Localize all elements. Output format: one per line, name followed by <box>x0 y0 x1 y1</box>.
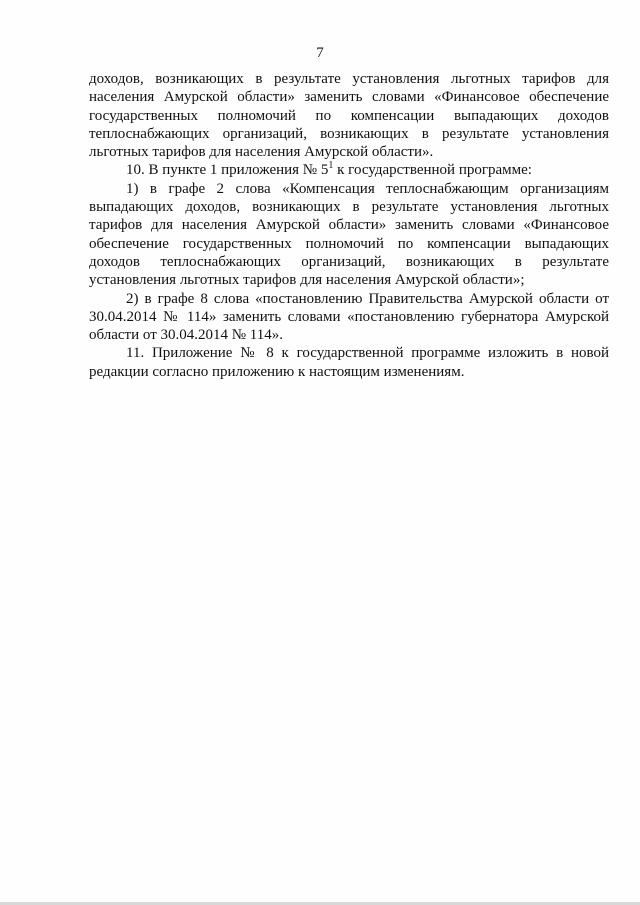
text-line <box>89 161 609 179</box>
paragraph-item-11 <box>89 344 609 381</box>
text-line: тарифов для населения Амурской области» заменить словами «Финансовое <box>89 217 609 234</box>
text-line: 2) в графе 8 слова «постановлению Правительства Амурской области от <box>126 290 609 307</box>
superscript-1: 1 <box>328 160 334 172</box>
text-line: населения Амурской области» заменить словами «Финансовое обеспечение <box>89 89 609 106</box>
text-line: 11. Приложение № 8 к государственной программе изложить в новой <box>126 345 609 362</box>
text-line: теплоснабжающих организаций, возникающих в результате установления <box>89 125 609 142</box>
text-line: льготных тарифов для населения Амурской области». <box>89 144 434 161</box>
item-10-text: 10. В пункте 1 приложения № 5 <box>126 162 329 179</box>
paragraph-continuation <box>89 70 609 161</box>
text-line: государственных полномочий по компенсации выпадающих доходов <box>89 107 609 124</box>
text-line: 30.04.2014 № 114» заменить словами «постановлению губернатора Амурской <box>89 308 609 325</box>
text-line: области от 30.04.2014 № 114». <box>89 327 284 344</box>
text-line: редакции согласно приложению к настоящим изменениям. <box>89 363 465 380</box>
item-10-text-tail: к государственной программе: <box>333 162 532 179</box>
text-line: доходов теплоснабжающих организаций, возникающих в результате <box>89 253 609 270</box>
text-line: установления льготных тарифов для населения Амурской области»; <box>89 272 525 289</box>
paragraph-subitem-1 <box>89 180 609 290</box>
text-line: выпадающих доходов, возникающих в результате установления льготных <box>89 199 609 216</box>
paragraph-item-10 <box>89 161 609 179</box>
page-number: 7 <box>316 45 324 61</box>
text-line: доходов, возникающих в результате установления льготных тарифов для <box>89 71 609 87</box>
text-line: обеспечение государственных полномочий по компенсации выпадающих <box>89 235 609 252</box>
document-body <box>89 70 609 381</box>
text-line: 1) в графе 2 слова «Компенсация теплоснабжающим организациям <box>126 180 609 197</box>
paragraph-subitem-2 <box>89 290 609 345</box>
